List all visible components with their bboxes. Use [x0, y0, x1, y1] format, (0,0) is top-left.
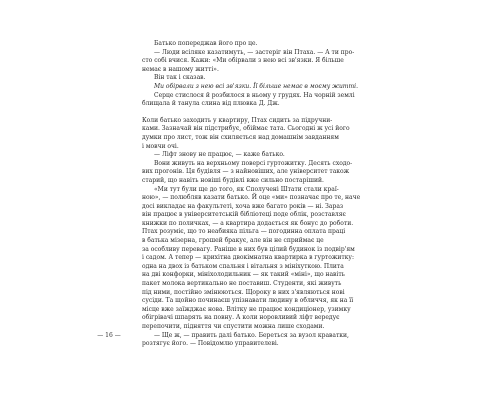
- text-line: на дві конфорки, мініхолодильник — як такий «міні», що навіть: [142, 271, 345, 279]
- text-line: перепочити, підняття чи спустити можна лише сходами.: [142, 323, 325, 330]
- text-line: вих прогонів. Ця будівля — з найновіших, але університет також: [142, 168, 350, 176]
- text-line: Коли батько заходить у квартиру, Птах сидить за підручни-: [142, 116, 333, 124]
- text-line: — Ліфт знову не працює, — каже батько.: [154, 151, 285, 159]
- text-line: і мовчи очі.: [142, 142, 179, 150]
- text-line: «Ми тут були ще до того, як Сполучені Штати стали краї-: [154, 185, 339, 193]
- text-block-1: [142, 40, 360, 109]
- text-line: ками. Зазначай він підстрибує, обіймає тата. Сьогодні ж усі його: [142, 125, 350, 133]
- text-line: і садом. А тепер — крихітна двокімнатна квартирка в гуртожитку:: [142, 254, 354, 262]
- text-line: під ними, постійно змінюються. Щороку в них з'являються нові: [142, 288, 345, 296]
- text-line: досі викладає на факультеті, хоча вже багато років — ні. Зараз: [142, 202, 344, 210]
- text-line: одна на двох із батьком спальня і вітальня з мініхуткою. Плита: [142, 262, 344, 270]
- text-line: Вони живуть на верхньому поверсі гуртожитку. Десять сходо-: [154, 159, 353, 167]
- text-line: розтягує його. — Повідомлю управителеві.: [142, 340, 279, 348]
- text-line: книжки по поличках, — а квартира додається як бонус до роботи.: [142, 219, 354, 227]
- text-line: сто собі вчися. Кажи: «Ми обірвали з нею всі зв'язки. Я більше: [142, 57, 344, 65]
- text-line: Він так і сказав.: [154, 74, 206, 82]
- section-gap: [142, 109, 360, 117]
- text-line: Батько попереджав його про це.: [154, 40, 258, 47]
- text-line: блищала й танула слина від плювка Д. Дж.: [142, 100, 280, 108]
- page-number: — 16 —: [97, 332, 121, 339]
- text-line: Птах розуміє, що то неабияка пільга — погодинна оплата праці: [142, 228, 346, 236]
- text-line: немає в нашому житті».: [142, 65, 219, 73]
- text-line: він працює в університетській бібліотеці поде облік, розставляє: [142, 211, 346, 219]
- text-line: в батька мізерна, грошей бракує, але він не сприймає це: [142, 237, 324, 245]
- text-line: ною», — полюбляв казати батько. Й оце «ми» позначає про те, наче: [142, 194, 361, 202]
- text-block-2: [142, 117, 360, 349]
- text-line: Ми обірвали з нею всі зв'язки. Її більше немає в моєму житті.: [154, 82, 359, 90]
- text-line: думки про лист, тож він схиляється над домашнім завданням: [142, 133, 339, 141]
- book-page: [142, 40, 360, 349]
- text-line: — Ще ж, — править далі батько. Береться за вузол краватки,: [154, 331, 349, 339]
- text-line: Серце стислося й розбилося в ньому у грудях. На чорній землі: [154, 91, 355, 99]
- text-line: за особливу перевагу. Раніше в них був цілий будинок із подвір'ям: [142, 245, 355, 253]
- text-line: сусіди. Та щойно починаєш упізнавати людину в обличчя, як на її: [142, 297, 354, 305]
- text-line: — Люди всіляке казатимуть, — застеріг він Птаха. — А ти про-: [154, 48, 355, 56]
- text-line: старий, що навіть новіші будівлі вже сильно постаріший.: [142, 176, 324, 184]
- text-line: пакет молока вертикально не поставиш. Студенти, які живуть: [142, 280, 342, 288]
- text-line: обігрівачі шпарять на повну. А коли норовливий ліфт вередує: [142, 314, 340, 322]
- text-line: місце вже заїжджає нова. Влітку не працює кондиціонер, узимку: [142, 305, 351, 313]
